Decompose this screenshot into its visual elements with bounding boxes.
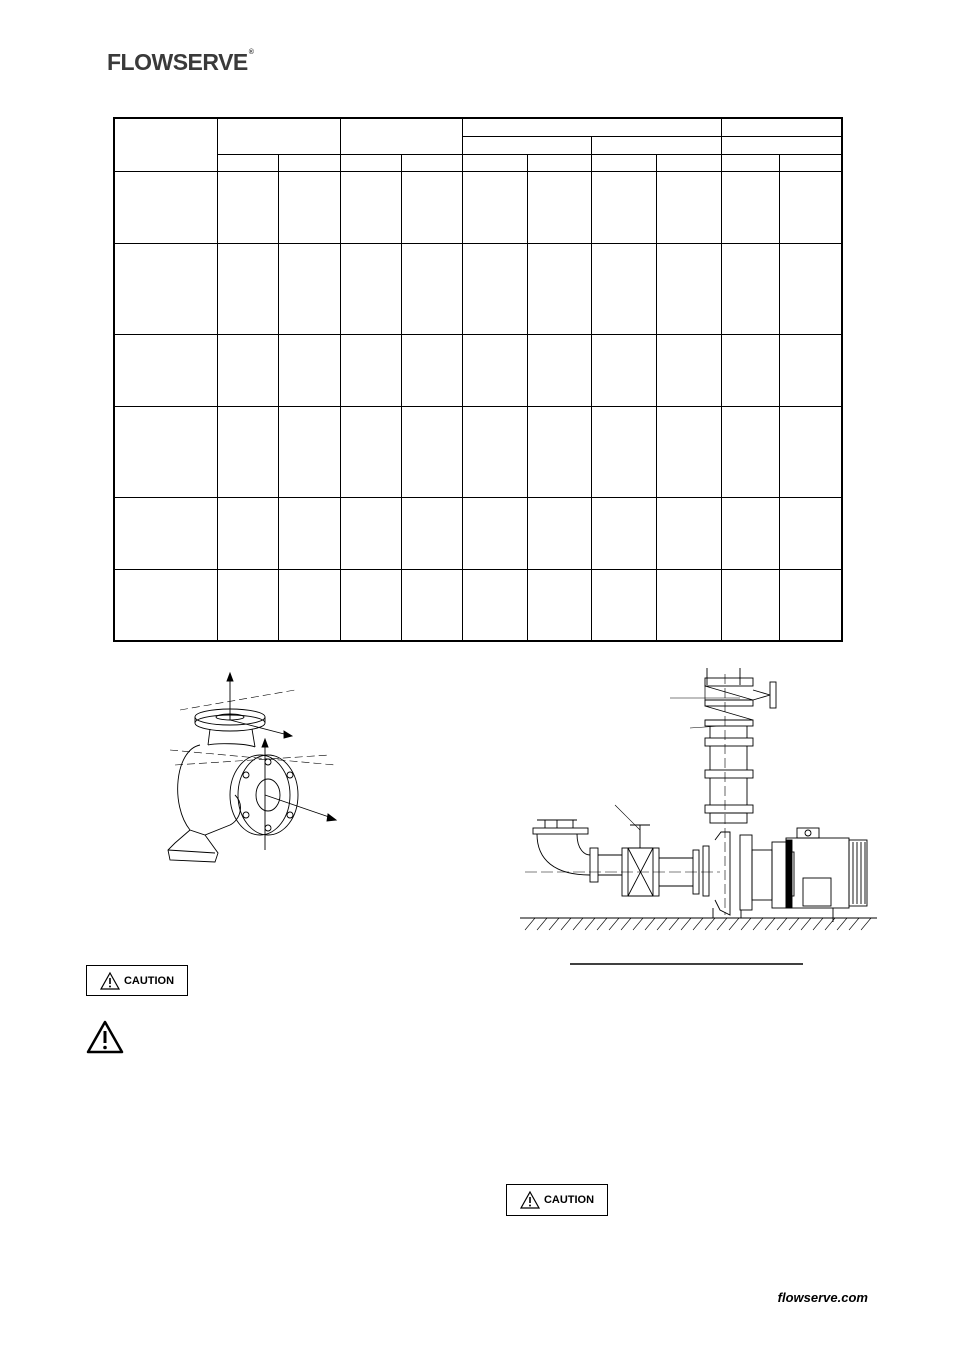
table-row [114,497,842,569]
table-header-row-1 [114,118,842,136]
warning-triangle-icon [100,972,120,990]
warning-triangle-icon [86,1020,124,1054]
table-header-cell [340,118,462,154]
table-header-cell [721,136,842,154]
caution-text: CAUTION [123,974,175,987]
registered-mark: ® [248,49,254,56]
table-row [114,171,842,243]
flowserve-logo [107,49,253,76]
brand-name: FLOWSERVE [107,49,248,75]
footer-website: flowserve.com [777,1290,868,1305]
caution-label [506,1184,608,1216]
table-row [114,406,842,497]
table-row [114,334,842,406]
loads-table [113,117,843,642]
pump-casing-axes-drawing [160,665,360,880]
figure-caption-underline [570,962,805,966]
table-header-cell [462,136,591,154]
caution-label [86,965,188,996]
table-header-cell [114,118,217,171]
table-row [114,569,842,641]
table-header-cell [591,136,721,154]
table-header-cell [721,118,842,136]
table-header-row-3 [114,154,842,171]
warning-triangle-icon [520,1191,540,1209]
table-row [114,243,842,334]
caution-text: CAUTION [543,1194,595,1206]
table-header-cell [217,118,340,154]
table-header-cell [462,118,721,136]
pump-installation-drawing [515,660,885,940]
